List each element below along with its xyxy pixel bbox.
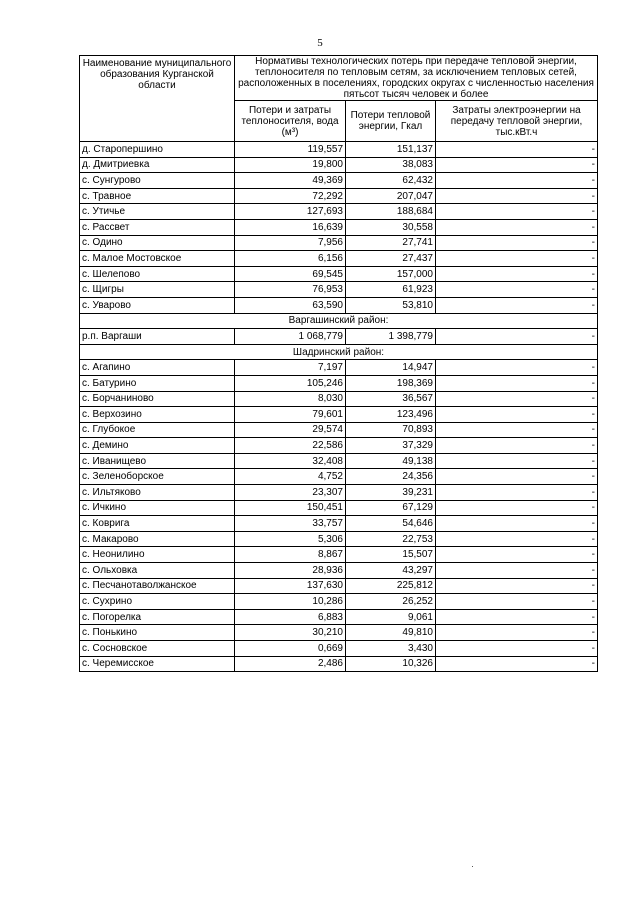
electricity-value: -	[436, 251, 598, 267]
water-losses-value: 7,197	[235, 360, 346, 376]
water-losses-value: 6,883	[235, 609, 346, 625]
settlement-name: с. Уварово	[80, 297, 235, 313]
water-losses-value: 22,586	[235, 438, 346, 454]
settlement-name: с. Песчанотаволжанское	[80, 578, 235, 594]
water-losses-value: 63,590	[235, 297, 346, 313]
electricity-value: -	[436, 329, 598, 345]
water-losses-value: 5,306	[235, 531, 346, 547]
water-losses-value: 6,156	[235, 251, 346, 267]
heat-losses-value: 188,684	[346, 204, 436, 220]
heat-losses-value: 62,432	[346, 173, 436, 189]
table-row	[80, 407, 598, 423]
table-row	[80, 516, 598, 532]
heat-losses-value: 157,000	[346, 266, 436, 282]
electricity-value: -	[436, 594, 598, 610]
water-losses-value: 137,630	[235, 578, 346, 594]
table-row	[80, 531, 598, 547]
heat-losses-value: 36,567	[346, 391, 436, 407]
electricity-value: -	[436, 500, 598, 516]
heat-losses-value: 61,923	[346, 282, 436, 298]
water-losses-value: 0,669	[235, 641, 346, 657]
heat-losses-value: 39,231	[346, 485, 436, 501]
settlement-name: с. Травное	[80, 188, 235, 204]
table-row	[80, 453, 598, 469]
water-losses-value: 127,693	[235, 204, 346, 220]
electricity-value: -	[436, 157, 598, 173]
table-row	[80, 500, 598, 516]
table-row	[80, 422, 598, 438]
scan-speck	[472, 866, 473, 867]
heat-losses-value: 15,507	[346, 547, 436, 563]
settlement-name: с. Понькино	[80, 625, 235, 641]
settlement-name: с. Ичкино	[80, 500, 235, 516]
settlement-name: с. Неонилино	[80, 547, 235, 563]
table-row	[80, 438, 598, 454]
electricity-value: -	[436, 641, 598, 657]
norms-table	[79, 55, 598, 672]
settlement-name: с. Батурино	[80, 375, 235, 391]
district-heading: Варгашинский район:	[80, 313, 598, 329]
header-electricity: Затраты электроэнергии на передачу тепловой энергии, тыс.кВт.ч	[436, 101, 598, 142]
heat-losses-value: 54,646	[346, 516, 436, 532]
heat-losses-value: 123,496	[346, 407, 436, 423]
heat-losses-value: 9,061	[346, 609, 436, 625]
water-losses-value: 32,408	[235, 453, 346, 469]
water-losses-value: 19,800	[235, 157, 346, 173]
settlement-name: с. Иванищево	[80, 453, 235, 469]
water-losses-value: 76,953	[235, 282, 346, 298]
water-losses-value: 30,210	[235, 625, 346, 641]
table-row	[80, 625, 598, 641]
electricity-value: -	[436, 656, 598, 672]
settlement-name: с. Погорелка	[80, 609, 235, 625]
electricity-value: -	[436, 282, 598, 298]
electricity-value: -	[436, 173, 598, 189]
table-row	[80, 360, 598, 376]
electricity-value: -	[436, 142, 598, 158]
page-number: 5	[317, 37, 323, 49]
table-row	[80, 188, 598, 204]
table-row	[80, 173, 598, 189]
table-row	[80, 235, 598, 251]
electricity-value: -	[436, 438, 598, 454]
electricity-value: -	[436, 235, 598, 251]
settlement-name: с. Щигры	[80, 282, 235, 298]
settlement-name: с. Сухрино	[80, 594, 235, 610]
electricity-value: -	[436, 204, 598, 220]
table-row	[80, 204, 598, 220]
header-water-losses: Потери и затраты теплоносителя, вода (м³)	[235, 101, 346, 142]
water-losses-value: 119,557	[235, 142, 346, 158]
water-losses-value: 33,757	[235, 516, 346, 532]
heat-losses-value: 43,297	[346, 563, 436, 579]
heat-losses-value: 27,437	[346, 251, 436, 267]
water-losses-value: 28,936	[235, 563, 346, 579]
heat-losses-value: 67,129	[346, 500, 436, 516]
settlement-name: с. Макарово	[80, 531, 235, 547]
table-row	[80, 469, 598, 485]
water-losses-value: 105,246	[235, 375, 346, 391]
district-heading: Шадринский район:	[80, 344, 598, 360]
electricity-value: -	[436, 516, 598, 532]
water-losses-value: 2,486	[235, 656, 346, 672]
settlement-name: с. Сосновское	[80, 641, 235, 657]
settlement-name: с. Рассвет	[80, 219, 235, 235]
water-losses-value: 49,369	[235, 173, 346, 189]
water-losses-value: 4,752	[235, 469, 346, 485]
water-losses-value: 8,867	[235, 547, 346, 563]
heat-losses-value: 24,356	[346, 469, 436, 485]
electricity-value: -	[436, 578, 598, 594]
water-losses-value: 150,451	[235, 500, 346, 516]
table-row	[80, 142, 598, 158]
table-row	[80, 656, 598, 672]
table-row	[80, 157, 598, 173]
water-losses-value: 29,574	[235, 422, 346, 438]
heat-losses-value: 26,252	[346, 594, 436, 610]
heat-losses-value: 49,138	[346, 453, 436, 469]
settlement-name: с. Борчаниново	[80, 391, 235, 407]
water-losses-value: 79,601	[235, 407, 346, 423]
district-row	[80, 313, 598, 329]
settlement-name: с. Демино	[80, 438, 235, 454]
water-losses-value: 10,286	[235, 594, 346, 610]
settlement-name: с. Черемисское	[80, 656, 235, 672]
heat-losses-value: 14,947	[346, 360, 436, 376]
settlement-name: с. Шелепово	[80, 266, 235, 282]
heat-losses-value: 3,430	[346, 641, 436, 657]
water-losses-value: 72,292	[235, 188, 346, 204]
electricity-value: -	[436, 407, 598, 423]
settlement-name: с. Одино	[80, 235, 235, 251]
water-losses-value: 1 068,779	[235, 329, 346, 345]
settlement-name: д. Старопершино	[80, 142, 235, 158]
table-row	[80, 609, 598, 625]
settlement-name: д. Дмитриевка	[80, 157, 235, 173]
electricity-value: -	[436, 625, 598, 641]
electricity-value: -	[436, 453, 598, 469]
heat-losses-value: 49,810	[346, 625, 436, 641]
electricity-value: -	[436, 485, 598, 501]
electricity-value: -	[436, 297, 598, 313]
electricity-value: -	[436, 375, 598, 391]
table-row	[80, 641, 598, 657]
table-row	[80, 251, 598, 267]
settlement-name: с. Глубокое	[80, 422, 235, 438]
settlement-name: с. Коврига	[80, 516, 235, 532]
settlement-name: р.п. Варгаши	[80, 329, 235, 345]
settlement-name: с. Утичье	[80, 204, 235, 220]
table-row	[80, 329, 598, 345]
table-row	[80, 594, 598, 610]
table-row	[80, 563, 598, 579]
table-row	[80, 391, 598, 407]
settlement-name: с. Верхозино	[80, 407, 235, 423]
electricity-value: -	[436, 219, 598, 235]
water-losses-value: 8,030	[235, 391, 346, 407]
electricity-value: -	[436, 531, 598, 547]
table-row	[80, 219, 598, 235]
settlement-name: с. Сунгурово	[80, 173, 235, 189]
table-row	[80, 547, 598, 563]
settlement-name: с. Агапино	[80, 360, 235, 376]
table-row	[80, 578, 598, 594]
electricity-value: -	[436, 360, 598, 376]
settlement-name: с. Зеленоборское	[80, 469, 235, 485]
electricity-value: -	[436, 547, 598, 563]
heat-losses-value: 151,137	[346, 142, 436, 158]
table-row	[80, 375, 598, 391]
heat-losses-value: 207,047	[346, 188, 436, 204]
electricity-value: -	[436, 563, 598, 579]
water-losses-value: 7,956	[235, 235, 346, 251]
heat-losses-value: 1 398,779	[346, 329, 436, 345]
heat-losses-value: 37,329	[346, 438, 436, 454]
heat-losses-value: 225,812	[346, 578, 436, 594]
settlement-name: с. Ольховка	[80, 563, 235, 579]
heat-losses-value: 22,753	[346, 531, 436, 547]
table-body	[80, 142, 598, 672]
electricity-value: -	[436, 609, 598, 625]
header-heat-losses: Потери тепловой энергии, Гкал	[346, 101, 436, 142]
water-losses-value: 69,545	[235, 266, 346, 282]
table-row	[80, 297, 598, 313]
heat-losses-value: 27,741	[346, 235, 436, 251]
water-losses-value: 16,639	[235, 219, 346, 235]
electricity-value: -	[436, 422, 598, 438]
electricity-value: -	[436, 469, 598, 485]
electricity-value: -	[436, 391, 598, 407]
heat-losses-value: 53,810	[346, 297, 436, 313]
heat-losses-value: 10,326	[346, 656, 436, 672]
settlement-name: с. Ильтяково	[80, 485, 235, 501]
electricity-value: -	[436, 266, 598, 282]
header-norms: Нормативы технологических потерь при передаче тепловой энергии, теплоносителя по тепловым сетям, за исключением тепловых сетей, расположенных в поселениях, городских округах с численностью населения пятьсот тысяч человек и более	[235, 56, 598, 101]
electricity-value: -	[436, 188, 598, 204]
table-row	[80, 485, 598, 501]
water-losses-value: 23,307	[235, 485, 346, 501]
header-municipality: Наименование муниципального образования Курганской области	[80, 56, 235, 142]
heat-losses-value: 198,369	[346, 375, 436, 391]
table-row	[80, 282, 598, 298]
heat-losses-value: 30,558	[346, 219, 436, 235]
heat-losses-value: 38,083	[346, 157, 436, 173]
district-row	[80, 344, 598, 360]
settlement-name: с. Малое Мостовское	[80, 251, 235, 267]
heat-losses-value: 70,893	[346, 422, 436, 438]
table-row	[80, 266, 598, 282]
